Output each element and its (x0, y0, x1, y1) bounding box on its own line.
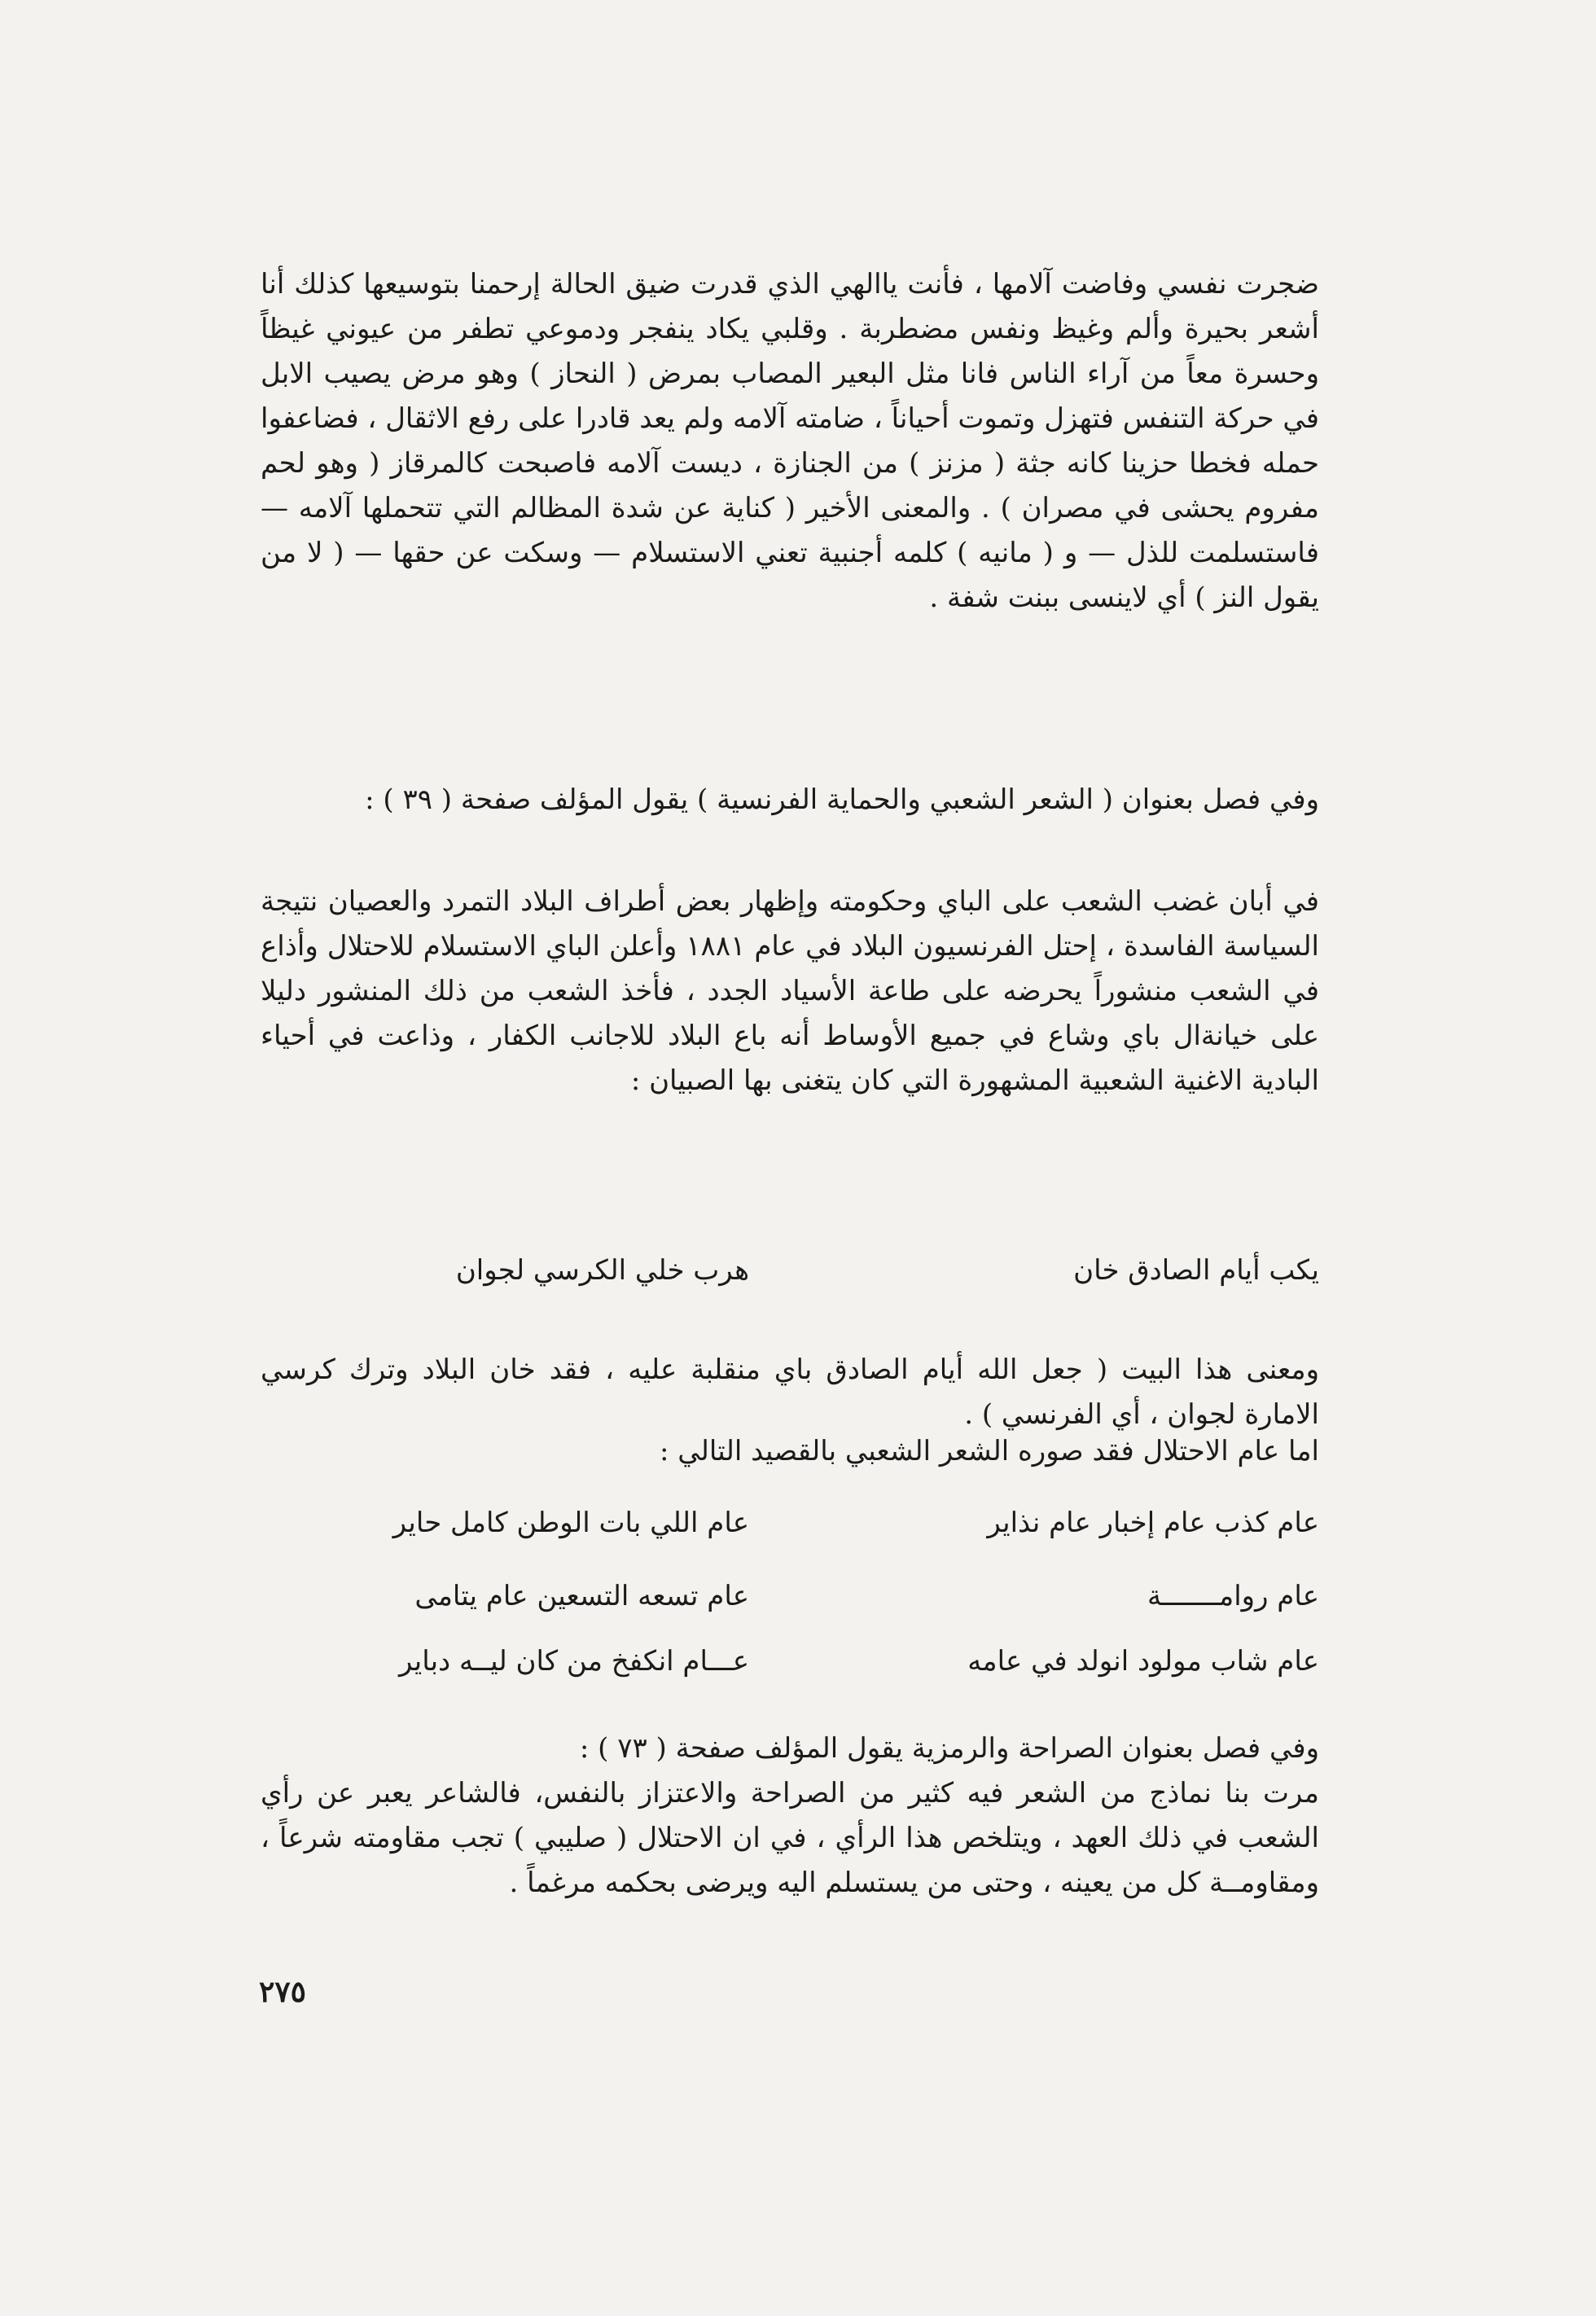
verse-first-hemistich: عام شاب مولود انولد في عامه (967, 1645, 1319, 1678)
verse-second-hemistich: عـــام انكفخ من كان ليــه دباير (398, 1645, 749, 1678)
verse-first-hemistich: يكب أيام الصادق خان (1073, 1254, 1319, 1287)
verse-second-hemistich: عام اللي بات الوطن كامل حاير (392, 1507, 749, 1539)
paragraph-occupation-year: اما عام الاحتلال فقد صوره الشعر الشعبي بالقصيد التالي : (659, 1435, 1319, 1467)
verse-second-hemistich: عام تسعه التسعين عام يتامى (414, 1580, 749, 1612)
page-number: ٢٧٥ (259, 1975, 307, 2009)
verse-first-hemistich: عام كذب عام إخبار عام نذاير (987, 1507, 1319, 1539)
paragraph-verse-explanation: ضجرت نفسي وفاضت آلامها ، فأنت ياالهي الذي قدرت ضيق الحالة إرحمنا بتوسيعها كذلك أنا أشعر بحيرة وألم وغيظ ونفس مضطربة . وقلبي يكاد ينفجر ودموعي تطفر من عيوني غيظاً وحسرة معاً من آراء الناس فانا مثل البعير المصاب بمرض ( النحاز ) وهو مرض يصيب الابل في حركة التنفس فتهزل وتموت أحياناً ، ضامته آلامه ولم يعد قادرا على رفع الاثقال ، فضاعفوا حمله فخطا حزينا كانه جثة ( مزنز ) من الجنازة ، ديست آلامه فاصبحت كالمرقاز ( وهو لحم مفروم يحشى في مصران ) . والمعنى الأخير ( كناية عن شدة المظالم التي تتحملها آلامه — فاستسلمت للذل — و ( مانيه ) كلمه أجنبية تعني الاستسلام — وسكت عن حقها — ( لا من يقول النز ) أي لاينسى ببنت شفة . (261, 268, 1319, 614)
paragraph-french-occupation: في أبان غضب الشعب على الباي وحكومته وإظهار بعض أطراف البلاد التمرد والعصيان نتيجة السياسة الفاسدة ، إحتل الفرنسيون البلاد في عام ١٨٨١ وأعلن الباي الاستسلام للاحتلال وأذاع في الشعب منشوراً يحرضه على طاعة الأسياد الجدد ، فأخذ الشعب من ذلك المنشور دليلا على خيانةال باي وشاع في جميع الأوساط أنه باع البلاد للاجانب الكفار ، وذاعت في أحياء البادية الاغنية الشعبية المشهورة التي كان يتغنى بها الصبيان : (261, 885, 1320, 1097)
verse-line (261, 1637, 1319, 1686)
verse-first-hemistich: عام روامـــــــة (1147, 1580, 1319, 1612)
verse-line (261, 1498, 1319, 1547)
verse-line (261, 1572, 1319, 1621)
verse-line (261, 1246, 1319, 1295)
paragraph-chapter-intro-frankness: وفي فصل بعنوان الصراحة والرمزية يقول المؤلف صفحة ( ٧٣ ) : (579, 1732, 1319, 1765)
verse-second-hemistich: هرب خلي الكرسي لجوان (455, 1254, 749, 1287)
paragraph-verse-meaning: ومعنى هذا البيت ( جعل الله أيام الصادق باي منقلبة عليه ، فقد خان البلاد وترك كرسي الامارة لجوان ، أي الفرنسي ) . (261, 1353, 1319, 1431)
paragraph-poetry-frankness: مرت بنا نماذج من الشعر فيه كثير من الصراحة والاعتزاز بالنفس، فالشاعر يعبر عن رأي الشعب في ذلك العهد ، ويتلخص هذا الرأي ، في ان الاحتلال ( صليبي ) تجب مقاومته شرعاً ، ومقاومــة كل من يعينه ، وحتى من يستسلم اليه ويرضى بحكمه مرغماً . (261, 1777, 1319, 1899)
paragraph-chapter-intro-protection: وفي فصل بعنوان ( الشعر الشعبي والحماية الفرنسية ) يقول المؤلف صفحة ( ٣٩ ) : (365, 783, 1319, 816)
